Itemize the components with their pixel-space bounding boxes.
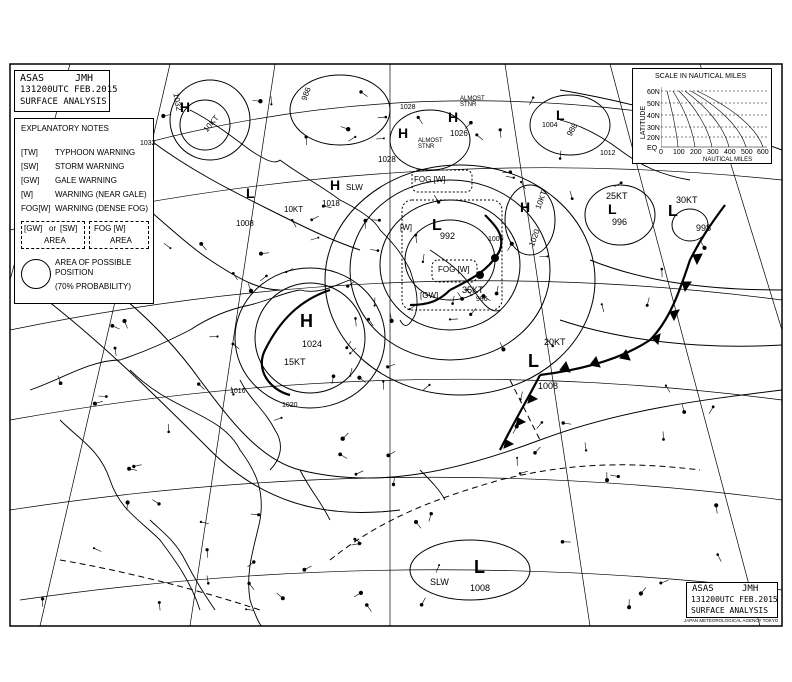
system-pressure: 996: [612, 217, 628, 227]
system-speed: ALMOST STNR: [418, 138, 443, 150]
scale-x-tick: 300: [707, 149, 719, 156]
scale-curves: [661, 87, 767, 151]
system-speed: 10KT: [284, 205, 304, 214]
system-type-low: L: [528, 351, 539, 371]
fog-warning-label: FOG [W]: [438, 265, 470, 274]
system-speed: 15KT: [284, 357, 306, 367]
scale-y-tick: 40N: [647, 113, 660, 120]
system-pressure: 998: [696, 223, 712, 233]
system-pressure: 988: [565, 121, 580, 138]
system-speed: 30KT: [676, 195, 698, 205]
agency-credit: JAPAN METEOROLOGICAL AGENCY TOKYO: [684, 618, 779, 623]
system-type-high: H: [520, 199, 531, 215]
station-dot: [310, 218, 313, 221]
station-dot: [515, 424, 519, 428]
system-pressure: 992: [440, 231, 456, 241]
scale-x-tick: 0: [659, 149, 663, 156]
scale-x-tick: 500: [741, 149, 753, 156]
high-pressure-system: [432, 96, 492, 150]
legend-box: [14, 118, 154, 304]
system-pressure: 1008: [470, 583, 491, 593]
system-pressure: 986: [299, 86, 313, 102]
high-pressure-system: [378, 125, 443, 166]
isobar-label: 1020: [282, 402, 298, 409]
system-type-high: H: [398, 125, 409, 141]
footer-line1-right: JMH: [742, 584, 759, 594]
isobar-label: 1028: [400, 104, 416, 111]
legend-text: WARNING (NEAR GALE): [55, 190, 147, 199]
isobar-label: 1016: [230, 388, 246, 395]
system-speed: 20KT: [544, 337, 566, 347]
system-type-low: L: [556, 107, 565, 123]
legend-code: [GW]: [21, 176, 40, 185]
scale-y-tick: 50N: [647, 101, 660, 108]
title-line2: 131200UTC FEB.2015: [20, 85, 118, 95]
title-box: [14, 70, 118, 112]
low-pressure-system: [236, 185, 304, 236]
gale-warning-label: [GW]: [420, 291, 439, 300]
legend-area-sample-left: [21, 221, 85, 249]
legend-possible-3: (70% PROBABILITY): [55, 282, 132, 291]
system-speed: 35KT: [462, 285, 484, 295]
low-pressure-system: [552, 108, 602, 148]
system-type-high: H: [448, 109, 459, 125]
title-line1-right: JMH: [75, 73, 94, 84]
system-type-high: H: [180, 99, 191, 115]
title-line3: SURFACE ANALYSIS: [20, 97, 107, 107]
scale-y-axis-label: LATITUDE: [640, 105, 648, 140]
system-pressure: 1028: [378, 155, 396, 164]
isobar-label: 1012: [600, 150, 616, 157]
low-pressure-system: [668, 196, 728, 246]
scale-x-tick: 200: [690, 149, 702, 156]
low-pressure-system: [430, 558, 510, 598]
scale-y-tick: 20N: [647, 135, 660, 142]
system-speed: 10KT: [533, 189, 549, 211]
legend-possible-2: POSITION: [55, 268, 94, 277]
legend-area-label: AREA: [44, 236, 66, 245]
system-speed: 10KT: [201, 113, 221, 134]
legend-text: TYPHOON WARNING: [55, 148, 136, 157]
legend-text: GALE WARNING: [55, 176, 117, 185]
system-pressure: 1026: [450, 129, 468, 138]
system-type-low: L: [474, 557, 485, 577]
low-pressure-system: [528, 337, 588, 402]
fog-warning-label: FOG [W]: [414, 175, 446, 184]
footer-line3: SURFACE ANALYSIS: [691, 606, 769, 615]
isobar-label: 1032: [140, 140, 156, 147]
isobar-label: 996: [476, 296, 488, 303]
high-pressure-system: [520, 189, 560, 256]
legend-code: [W]: [21, 190, 33, 199]
legend-title: EXPLANATORY NOTES: [21, 124, 109, 133]
near-gale-warning-label: [W]: [400, 223, 412, 232]
title-line1-left: ASAS: [20, 73, 45, 84]
high-pressure-system: [172, 86, 232, 136]
scale-x-tick: 100: [673, 149, 685, 156]
system-speed: ALMOST STNR: [460, 96, 485, 108]
system-pressure: 1008: [236, 219, 254, 228]
high-pressure-system: [322, 178, 372, 218]
isobar-label: 1000: [488, 236, 504, 243]
footer-line1-left: ASAS: [692, 584, 714, 594]
isobar-label: 1004: [542, 122, 558, 129]
scale-y-tick: 60N: [647, 89, 660, 96]
low-pressure-system: [606, 192, 666, 232]
low-pressure-system: [300, 82, 340, 112]
legend-area-gw: [GW]: [24, 224, 43, 233]
system-pressure: 1008: [538, 381, 559, 391]
high-pressure-system: [284, 311, 356, 372]
system-type-low: L: [432, 217, 442, 234]
footer-title-box: [686, 582, 778, 618]
scale-x-tick: 600: [757, 149, 769, 156]
legend-area-or: or: [49, 224, 57, 233]
system-speed: SLW: [430, 577, 449, 587]
system-pressure: 1018: [322, 199, 340, 208]
legend-area-sw: [SW]: [60, 224, 78, 233]
legend-fog-area: FOG [W]: [94, 224, 126, 233]
system-type-high: H: [330, 177, 341, 193]
scale-x-tick: 400: [724, 149, 736, 156]
legend-area-sample-right: [89, 221, 149, 249]
legend-fog-area-label: AREA: [110, 236, 132, 245]
system-type-low: L: [608, 201, 617, 217]
system-type-low: L: [246, 185, 255, 201]
scale-y-tick: EQ: [647, 145, 658, 152]
possible-position-circle-icon: [21, 259, 51, 289]
legend-possible-1: AREA OF POSSIBLE: [55, 258, 132, 267]
legend-text: WARNING (DENSE FOG): [55, 204, 149, 213]
legend-code: [TW]: [21, 148, 38, 157]
system-type-low: L: [668, 203, 678, 220]
legend-code: [SW]: [21, 162, 39, 171]
scale-y-tick: 30N: [647, 125, 660, 132]
system-pressure: 1020: [527, 227, 542, 248]
footer-line2: 131200UTC FEB.2015: [691, 595, 778, 604]
scale-x-label: NAUTICAL MILES: [703, 157, 753, 163]
legend-code: FOG[W]: [21, 204, 51, 213]
scale-title: SCALE IN NAUTICAL MILES: [655, 73, 747, 80]
system-speed: SLW: [346, 183, 363, 192]
system-speed: 25KT: [606, 191, 628, 201]
system-pressure: 1032: [171, 92, 184, 112]
legend-text: STORM WARNING: [55, 162, 125, 171]
system-type-high: H: [300, 311, 313, 331]
scale-box: [632, 68, 772, 164]
system-pressure: 1024: [302, 339, 323, 349]
